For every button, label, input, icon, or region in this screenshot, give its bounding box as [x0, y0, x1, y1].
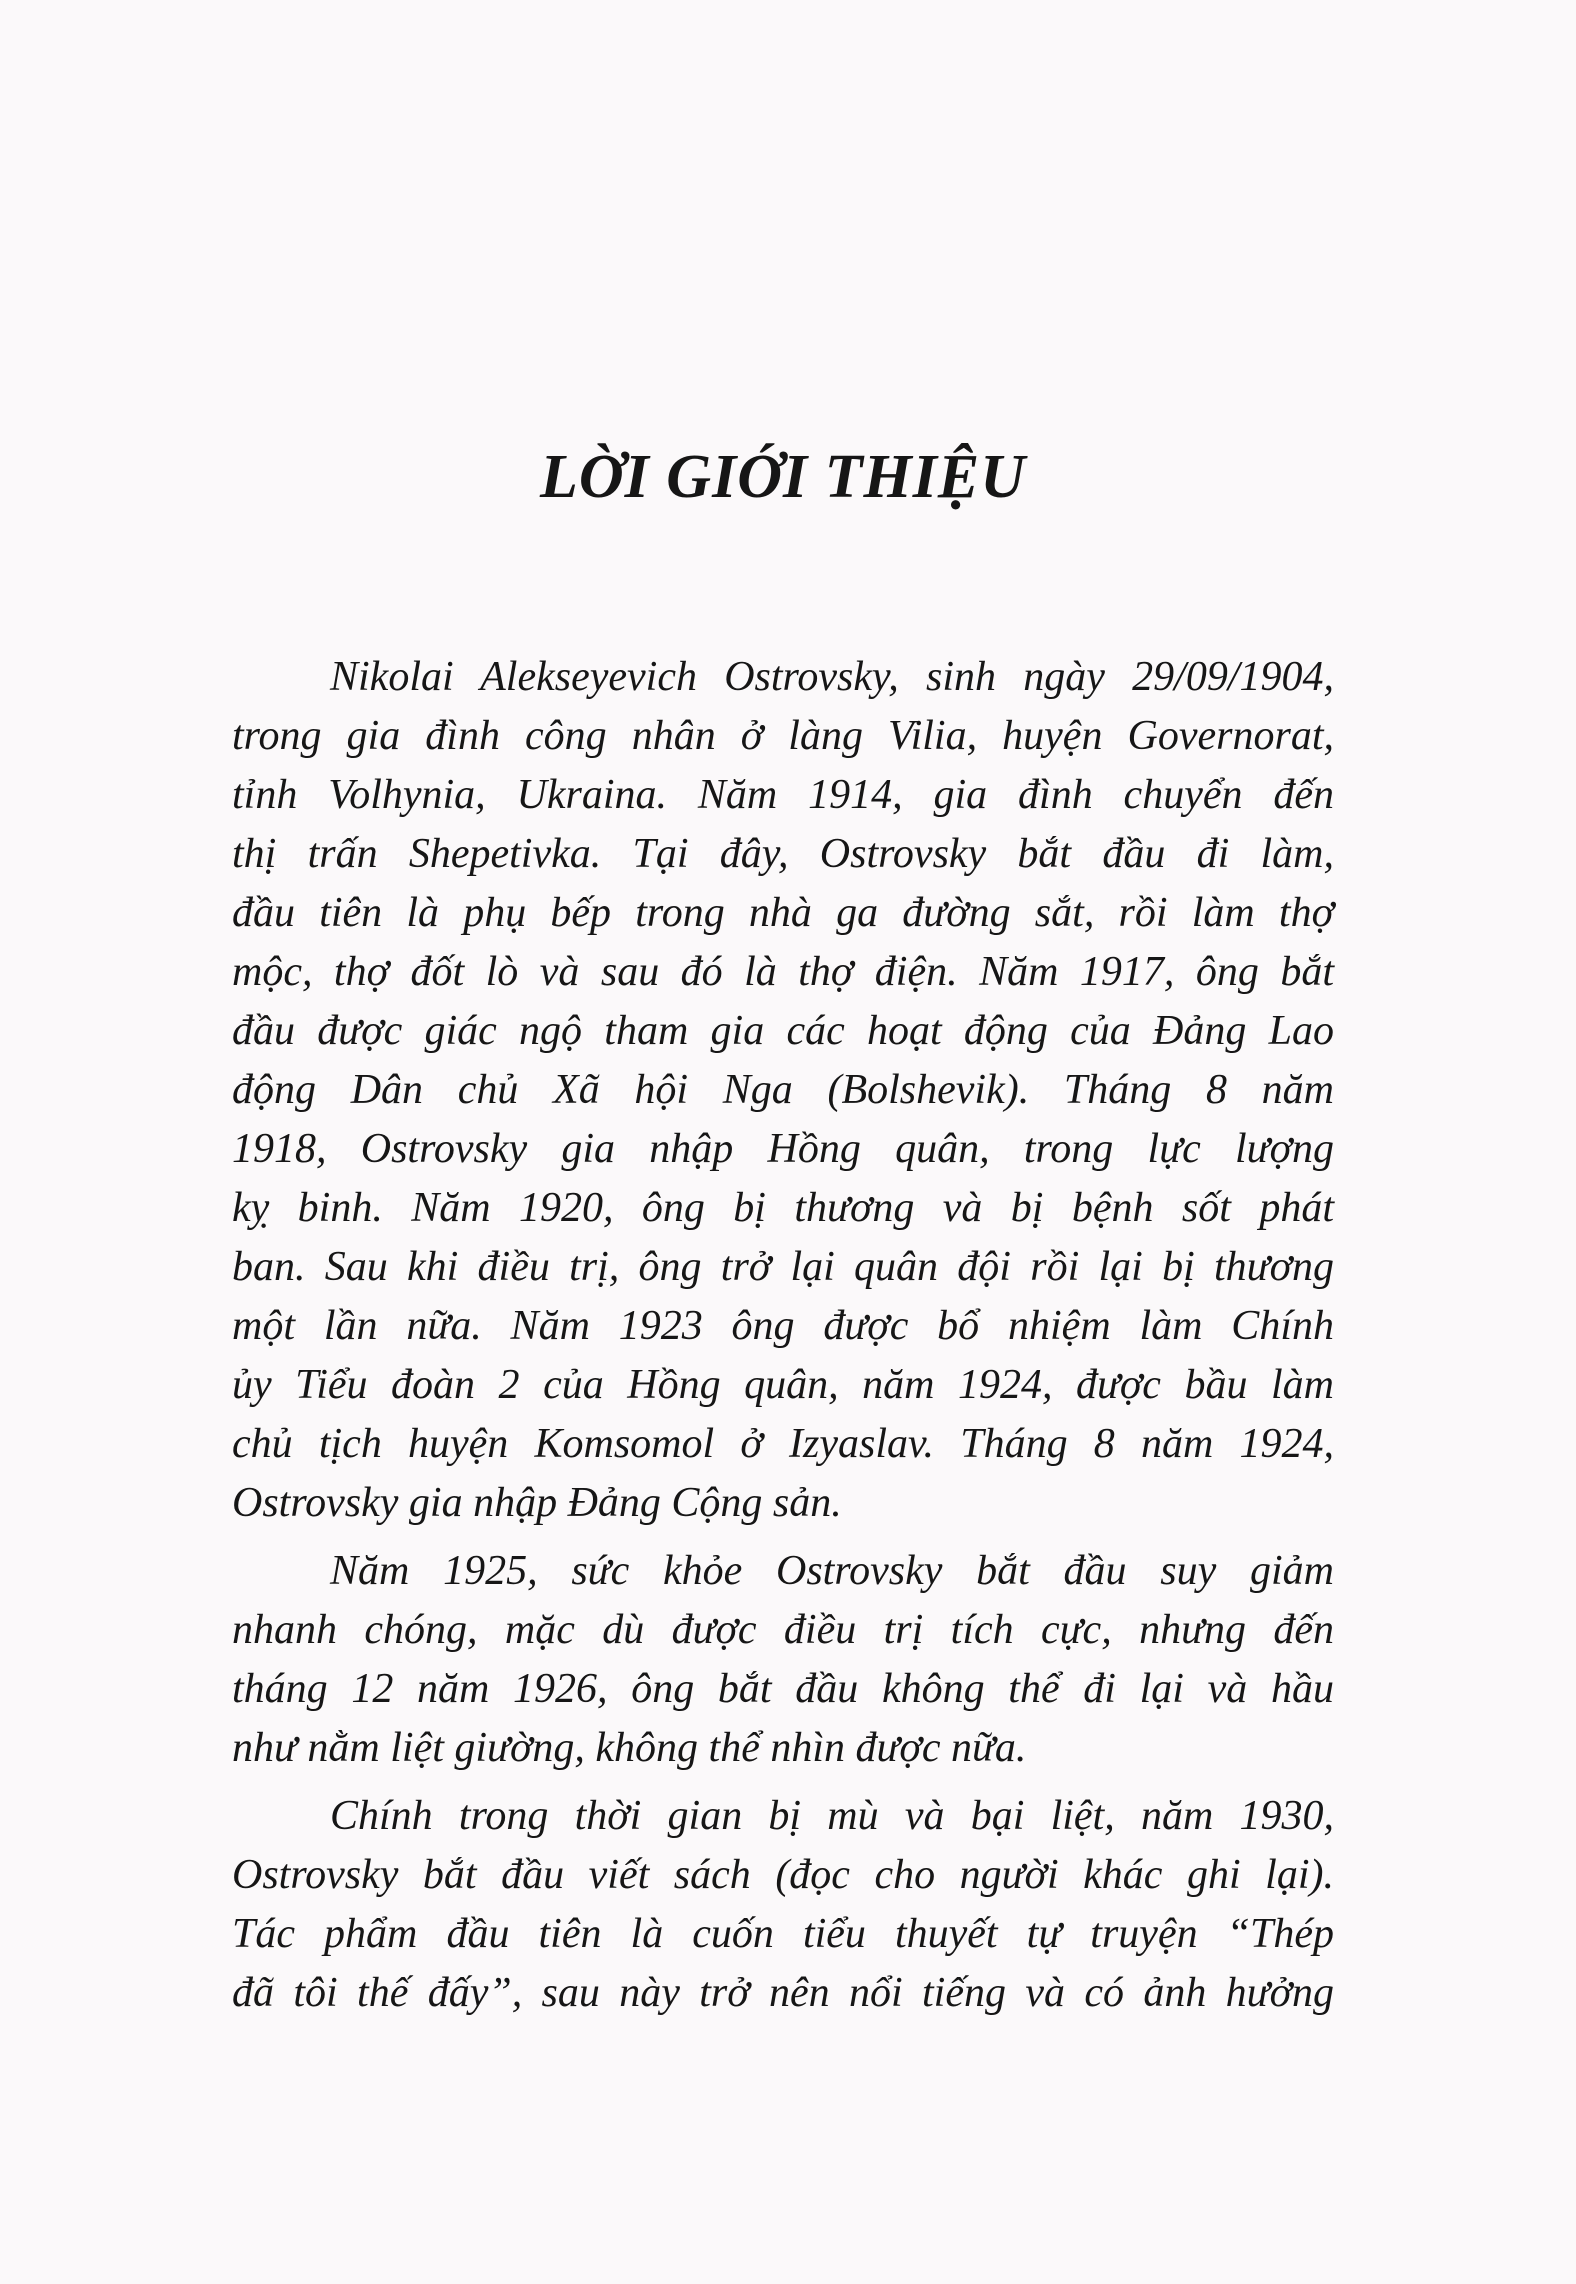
text-line: thị trấn Shepetivka. Tại đây, Ostrovsky bắt đầu đi làm, — [232, 831, 1334, 877]
text-line: như nằm liệt giường, không thể nhìn được nữa. — [232, 1725, 1027, 1771]
text-line: đầu được giác ngộ tham gia các hoạt động của Đảng Lao — [232, 1008, 1334, 1054]
paragraph — [232, 1542, 1334, 1778]
text-line: ủy Tiểu đoàn 2 của Hồng quân, năm 1924, được bầu làm — [232, 1362, 1334, 1408]
text-line: nhanh chóng, mặc dù được điều trị tích cực, nhưng đến — [232, 1607, 1334, 1653]
text-line: Nikolai Alekseyevich Ostrovsky, sinh ngày 29/09/1904, — [330, 654, 1334, 700]
text-line: động Dân chủ Xã hội Nga (Bolshevik). Tháng 8 năm — [232, 1067, 1334, 1113]
text-line: mộc, thợ đốt lò và sau đó là thợ điện. Năm 1917, ông bắt — [232, 949, 1334, 995]
text-line: kỵ binh. Năm 1920, ông bị thương và bị bệnh sốt phát — [232, 1185, 1334, 1231]
text-line: 1918, Ostrovsky gia nhập Hồng quân, trong lực lượng — [232, 1126, 1334, 1172]
body-text — [232, 648, 1334, 2032]
text-line: ban. Sau khi điều trị, ông trở lại quân đội rồi lại bị thương — [232, 1244, 1334, 1290]
text-line: Năm 1925, sức khỏe Ostrovsky bắt đầu suy giảm — [330, 1548, 1334, 1594]
text-line: Tác phẩm đầu tiên là cuốn tiểu thuyết tự truyện “Thép — [232, 1911, 1334, 1957]
text-line: trong gia đình công nhân ở làng Vilia, huyện Governorat, — [232, 713, 1334, 759]
text-line: Ostrovsky gia nhập Đảng Cộng sản. — [232, 1480, 842, 1526]
text-line: Ostrovsky bắt đầu viết sách (đọc cho người khác ghi lại). — [232, 1852, 1334, 1898]
text-line: tháng 12 năm 1926, ông bắt đầu không thể đi lại và hầu — [232, 1666, 1334, 1712]
paragraph — [232, 648, 1334, 1533]
paragraph — [232, 1787, 1334, 2023]
text-line: đã tôi thế đấy”, sau này trở nên nổi tiếng và có ảnh hưởng — [232, 1970, 1334, 2016]
text-line: Chính trong thời gian bị mù và bại liệt, năm 1930, — [330, 1793, 1334, 1839]
text-line: chủ tịch huyện Komsomol ở Izyaslav. Tháng 8 năm 1924, — [232, 1421, 1334, 1467]
text-line: đầu tiên là phụ bếp trong nhà ga đường sắt, rồi làm thợ — [232, 890, 1334, 936]
page-title: LỜI GIỚI THIỆU — [540, 443, 1026, 511]
text-line: một lần nữa. Năm 1923 ông được bổ nhiệm làm Chính — [232, 1303, 1334, 1349]
text-line: tỉnh Volhynia, Ukraina. Năm 1914, gia đình chuyển đến — [232, 772, 1334, 818]
